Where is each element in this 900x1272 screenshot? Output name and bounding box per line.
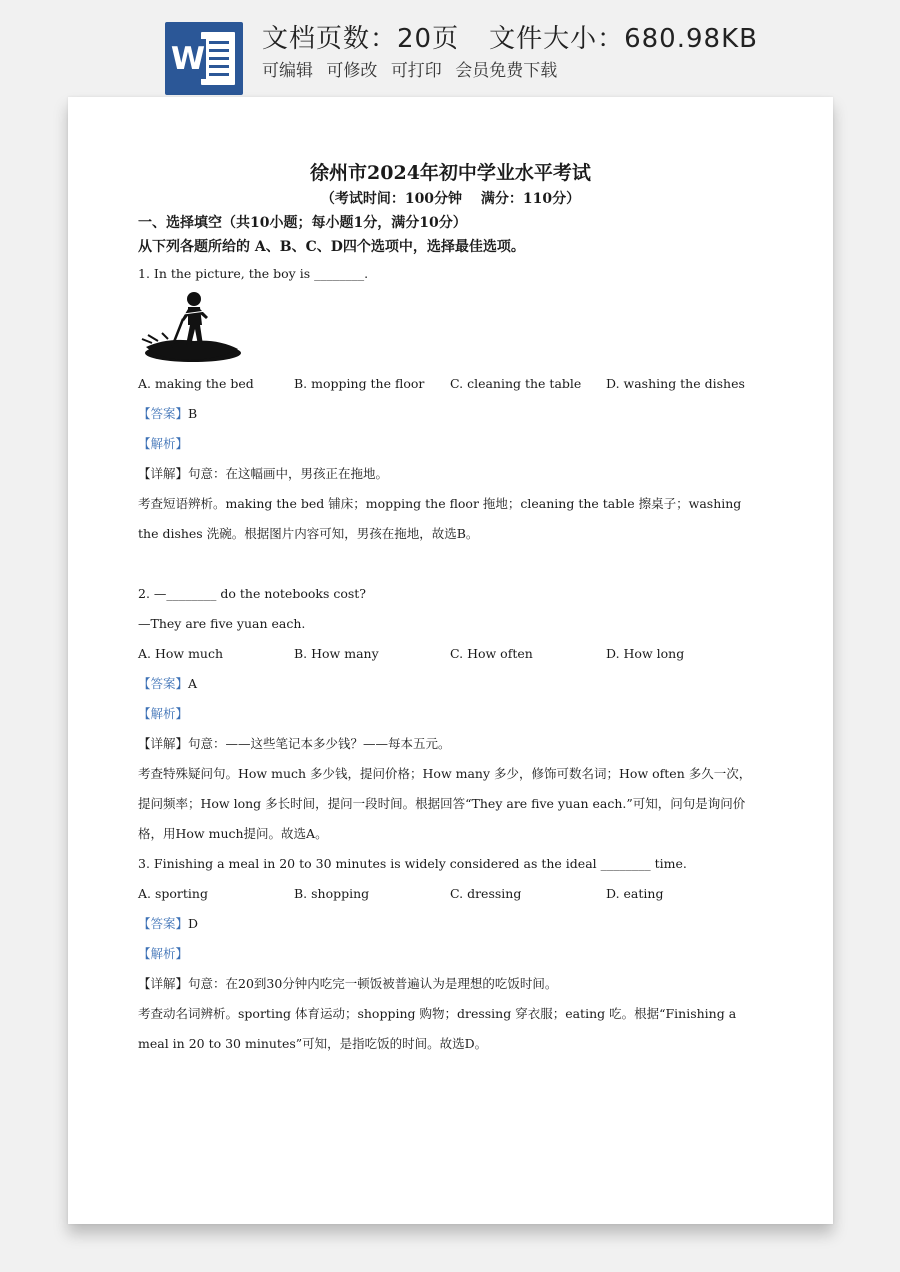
option-a: A. How much (138, 646, 224, 661)
option-c: C. cleaning the table (450, 376, 582, 391)
answer-tag: 【答案】 (138, 676, 189, 691)
feature-list (262, 56, 565, 81)
file-size: 文件大小：680.98KB (489, 24, 758, 54)
answer-value: D (188, 916, 199, 931)
feature-member-download: 会员免费下载 (455, 61, 558, 81)
option-d: D. eating (606, 886, 664, 901)
question-1-stem: 1. In the picture, the boy is ________. (138, 266, 369, 281)
question-2-detail: 【详解】句意：——这些笔记本多少钱？——每本五元。 (138, 736, 451, 751)
word-icon-letter: W (170, 41, 206, 77)
option-d: D. How long (606, 646, 685, 661)
question-1-analysis: 【解析】 (138, 436, 189, 451)
question-1-detail: 【详解】句意：在这幅画中，男孩正在拖地。 (138, 466, 389, 481)
question-1-options (138, 369, 763, 399)
option-b: B. shopping (294, 886, 370, 901)
option-b: B. How many (294, 646, 379, 661)
question-3-analysis: 【解析】 (138, 946, 189, 961)
feature-modifiable: 可修改 (326, 61, 378, 81)
exam-title: 徐州市2024年初中学业水平考试 (310, 162, 591, 184)
question-3-explanation: 考查动名词辨析。sporting 体育运动；shopping 购物；dressing 穿衣服；eating 吃。根据“Finishing a meal in 20 to 30 minutes”可知，是指吃饭的时间。故选D。 (138, 1006, 737, 1051)
question-2-answer (138, 669, 763, 699)
option-a: A. making the bed (138, 376, 254, 391)
question-2-explanation: 考查特殊疑问句。How much 多少钱，提问价格；How many 多少，修饰可数名词；How often 多久一次，提问频率；How long 多长时间，提问一段时间。根据回答“They are five yuan each.”可知，问句是询问价格，用How much提问。故选A。 (138, 766, 752, 841)
page-count: 文档页数：20页 (262, 24, 460, 54)
question-3-stem: 3. Finishing a meal in 20 to 30 minutes is widely considered as the ideal ________ time. (138, 856, 687, 871)
option-c: C. dressing (450, 886, 522, 901)
question-2-analysis: 【解析】 (138, 706, 189, 721)
file-info (262, 18, 758, 55)
feature-editable: 可编辑 (262, 61, 313, 81)
question-3-answer (138, 909, 763, 939)
answer-value: A (188, 676, 198, 691)
answer-value: B (188, 406, 198, 421)
option-b: B. mopping the floor (294, 376, 425, 391)
boy-mopping-picture (138, 289, 763, 369)
question-2-options (138, 639, 763, 669)
word-document-icon (165, 22, 243, 95)
feature-printable: 可打印 (390, 61, 442, 81)
option-c: C. How often (450, 646, 533, 661)
option-a: A. sporting (138, 886, 208, 901)
question-3-detail: 【详解】句意：在20到30分钟内吃完一顿饭被普遍认为是理想的吃饭时间。 (138, 976, 558, 991)
answer-tag: 【答案】 (138, 916, 189, 931)
document-content (138, 159, 763, 1059)
option-d: D. washing the dishes (606, 376, 745, 391)
download-banner (0, 0, 900, 100)
section-instruction: 从下列各题所给的 A、B、C、D四个选项中，选择最佳选项。 (138, 239, 525, 255)
question-2-response: —They are five yuan each. (138, 616, 306, 631)
section-heading: 一、选择填空（共10小题；每小题1分，满分10分） (138, 215, 467, 231)
answer-tag: 【答案】 (138, 406, 189, 421)
question-1-explanation: 考查短语辨析。making the bed 铺床；mopping the floor 拖地；cleaning the table 擦桌子；washing the dishes 洗碗。根据图片内容可知，男孩在拖地，故选B。 (138, 496, 742, 541)
question-1-answer (138, 399, 763, 429)
question-3-options (138, 879, 763, 909)
question-2-stem: 2. —________ do the notebooks cost? (138, 586, 366, 601)
exam-subtitle: （考试时间：100分钟 满分：110分） (320, 191, 581, 207)
document-page (68, 97, 833, 1224)
